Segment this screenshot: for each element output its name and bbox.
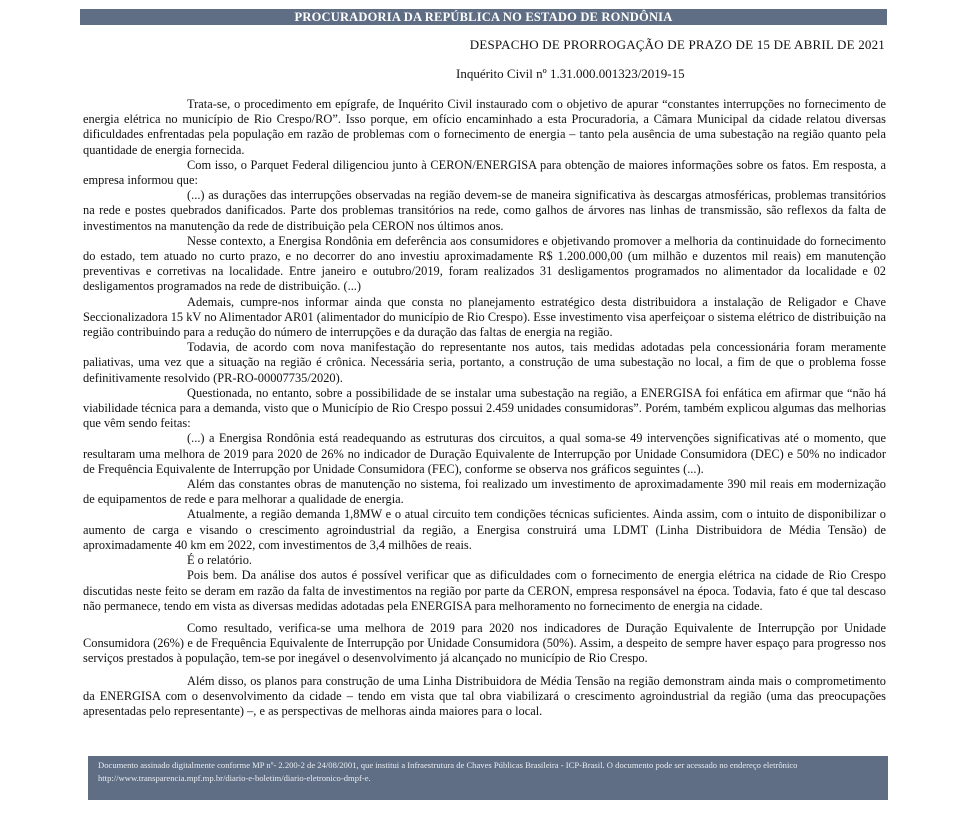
paragraph: Ademais, cumpre-nos informar ainda que consta no planejamento estratégico desta distribuidora a instalação de Religador e Chave Seccionalizadora 15 kV no Alimentador AR01 (alimentador do município de Rio Crespo). Esse investimento visa aperfeiçoar o sistema elétrico de distribuição na região contribuindo para a redução do número de interrupções e da duração das faltas de energia na região. bbox=[83, 294, 886, 340]
paragraph: Além disso, os planos para construção de uma Linha Distribuidora de Média Tensão na região demonstram ainda mais o comprometimento da ENERGISA com o desenvolvimento da cidade – tendo em vista que tal obra viabilizará o crescimento agroindustrial da região (uma das preocupações apresentadas pelo representante) –, e as perspectivas de melhoras ainda maiores para o local. bbox=[83, 673, 886, 718]
header-bar bbox=[80, 9, 887, 25]
quote-paragraph: (...) as durações das interrupções observadas na região devem-se de maneira significativa às descargas atmosféricas, problemas transitórios na rede e postes quebrados danificados. Parte dos problemas transitórios na rede, como galhos de árvores nas linhas de transmissão, são reflexos da falta de investimentos na manutenção da rede de distribuição pela CERON nos últimos anos. bbox=[83, 188, 886, 233]
paragraph: Todavia, de acordo com nova manifestação do representante nos autos, tais medidas adotadas pela concessionária foram meramente paliativas, uma vez que a situação na região é crônica. Necessária seria, portanto, a construção de uma subestação no local, a fim de que o problema fosse definitivamente resolvido (PR-RO-00007735/2020). bbox=[83, 340, 886, 385]
paragraph: Nesse contexto, a Energisa Rondônia em deferência aos consumidores e objetivando promover a melhoria da continuidade do fornecimento do estado, tem atuado no curto prazo, e no decorrer do ano investiu aproximadamente R$ 1.200.000,00 (um milhão e duzentos mil reais) em manutenção preventivas e corretivas na localidade. Entre janeiro e outubro/2019, foram realizados 31 desligamentos programados no alimentador da localidade e 02 desligamentos programados na rede de distribuição. (...) bbox=[83, 233, 886, 294]
document-subtitle: Inquérito Civil nº 1.31.000.001323/2019-15 bbox=[456, 66, 685, 81]
document-title: DESPACHO DE PRORROGAÇÃO DE PRAZO DE 15 DE ABRIL DE 2021 bbox=[469, 37, 885, 52]
paragraph: Com isso, o Parquet Federal diligenciou junto à CERON/ENERGISA para obtenção de maiores informações sobre os fatos. Em resposta, a empresa informou que: bbox=[83, 157, 886, 188]
signature-footer bbox=[88, 756, 888, 800]
quote-paragraph: (...) a Energisa Rondônia está readequando as estruturas dos circuitos, a qual soma-se 49 intervenções significativas até o momento, que resultaram uma melhora de 2019 para 2020 de 26% no indicador de Duração Equivalente de Interrupção por Unidade Consumidora (DEC) e 50% no indicador de Frequência Equivalente de Interrupção por Unidade Consumidora (FEC), conforme se observa nos gráficos seguintes (...). bbox=[83, 431, 886, 476]
institution-title: PROCURADORIA DA REPÚBLICA NO ESTADO DE RONDÔNIA bbox=[294, 10, 673, 24]
paragraph: Como resultado, verifica-se uma melhora de 2019 para 2020 nos indicadores de Duração Equivalente de Interrupção por Unidade Consumidora (26%) e de Frequência Equivalente de Interrupção por Unidade Consumidora (50%). Assim, a despeito de sempre haver espaço para progresso nos serviços prestados à população, tem-se por inegável o desenvolvimento já alcançado no município de Rio Crespo. bbox=[83, 620, 886, 666]
document-body bbox=[83, 97, 886, 719]
paragraph: Além das constantes obras de manutenção no sistema, foi realizado um investimento de aproximadamente 390 mil reais em modernização de equipamentos de rede e para melhorar a qualidade de energia. bbox=[83, 477, 886, 507]
paragraph: Questionada, no entanto, sobre a possibilidade de se instalar uma subestação na região, a ENERGISA foi enfática em afirmar que “não há viabilidade técnica para a demanda, visto que o Município de Rio Crespo possui 2.459 unidades consumidoras”. Porém, também explicou algumas das melhorias que vêm sendo feitas: bbox=[83, 385, 886, 431]
paragraph: Pois bem. Da análise dos autos é possível verificar que as dificuldades com o fornecimento de energia elétrica na cidade de Rio Crespo discutidas neste feito se deram em razão da falta de investimentos na região por parte da CERON, empresa responsável na época. Todavia, fato é que tal descaso não permanece, tendo em vista as diversas medidas adotadas pela ENERGISA para melhoramento no fornecimento de energia na cidade. bbox=[83, 568, 886, 613]
paragraph: Trata-se, o procedimento em epígrafe, de Inquérito Civil instaurado com o objetivo de apurar “constantes interrupções no fornecimento de energia elétrica no município de Rio Crespo/RO”. Isso porque, em ofício encaminhado a esta Procuradoria, a Câmara Municipal da cidade relatou diversas dificuldades enfrentadas pela população em razão de problemas com o fornecimento de energia – tanto pela ausência de uma subestação na região quanto pela quantidade de energia fornecida. bbox=[83, 97, 886, 157]
paragraph: É o relatório. bbox=[187, 553, 253, 568]
paragraph: Atualmente, a região demanda 1,8MW e o atual circuito tem condições técnicas suficientes. Ainda assim, com o intuito de disponibilizar o aumento de carga e visando o crescimento agroindustrial da região, a Energisa construirá uma LDMT (Linha Distribuidora de Média Tensão) de aproximadamente 40 km em 2022, com investimentos de 3,4 milhões de reais. bbox=[83, 507, 886, 552]
footer-text: Documento assinado digitalmente conforme MP nº- 2.200-2 de 24/08/2001, que institui a Infraestrutura de Chaves Públicas Brasileira - ICP-Brasil. O documento pode ser acessado no endereço eletrônico http://www.transparencia.mpf.mp.br/diario-e-boletim/diario-eletronico-dmpf-e. bbox=[98, 760, 798, 783]
